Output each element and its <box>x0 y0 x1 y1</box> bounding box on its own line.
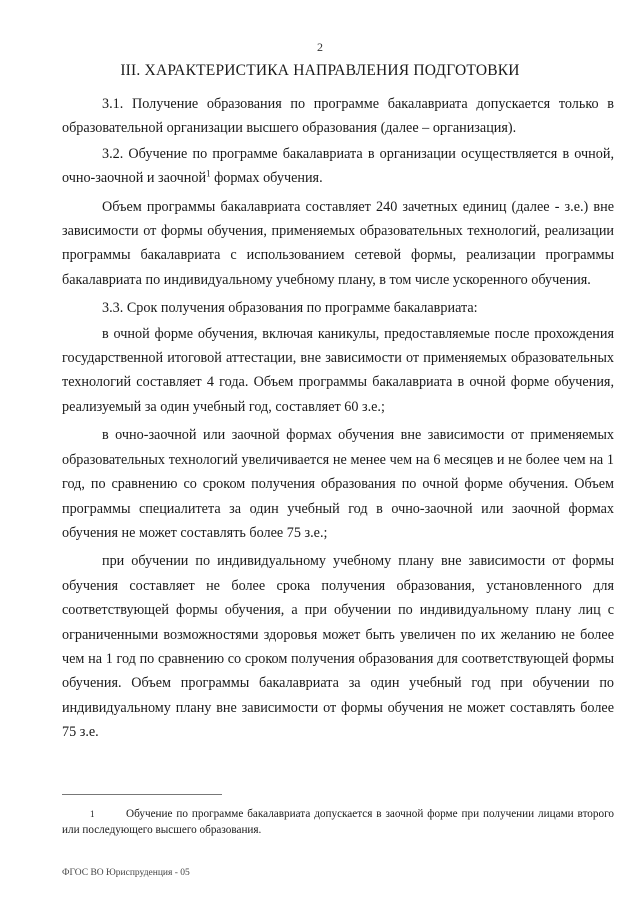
paragraph-3-1: 3.1. Получение образования по программе бакалавриата допускается только в образовательной организации высшего образования (далее – организация). <box>62 96 614 137</box>
footnote-separator <box>62 794 222 795</box>
paragraph-3-2 <box>62 142 614 191</box>
paragraph-volume: Объем программы бакалавриата составляет 240 зачетных единиц (далее - з.е.) вне зависимости от формы обучения, применяемых образовательных технологий, реализации программы бакалавриата с использованием сетевой формы, реализации программы бакалавриата по индивидуальному учебному плану, в том числе ускоренного обучения. <box>62 198 614 288</box>
paragraph-3-2-text: 3.2. Обучение по программе бакалавриата в организации осуществляется в очной, очно-заочной и заочной <box>62 145 614 187</box>
footnote-text: Обучение по программе бакалавриата допускается в заочной форме при получении лицами второго или последующего высшего образования. <box>62 808 614 836</box>
footnote-reference: 1 <box>206 168 211 179</box>
paragraph-3-2-tail: формах обучения. <box>214 170 323 187</box>
footnote-marker: 1 <box>90 809 95 819</box>
paragraph-individual-plan: при обучении по индивидуальному учебному плану вне зависимости от формы обучения составляет не более срока получения образования, установленного для соответствующей формы обучения, а при обучении по индивидуальному плану лиц с ограниченными возможностями здоровья может быть увеличен по их желанию не более чем на 1 год по сравнению со сроком получения образования для соответствующей формы обучения. Объем программы бакалавриата за один учебный год при обучении по индивидуальному плану вне зависимости от формы обучения не может составлять более 75 з.е. <box>62 553 614 741</box>
paragraph-part-time: в очно-заочной или заочной формах обучения вне зависимости от применяемых образовательных технологий увеличивается не менее чем на 6 месяцев и не более чем на 1 год, по сравнению со сроком получения образования по очной форме обучения. Объем программы специалитета за один учебный год в очно-заочной или заочной формах обучения не может составлять более 75 з.е.; <box>62 427 614 541</box>
document-body <box>62 92 614 746</box>
paragraph-3-3: 3.3. Срок получения образования по программе бакалавриата: <box>102 300 478 317</box>
footnote <box>62 806 614 838</box>
page-number: 2 <box>317 40 323 54</box>
section-heading: III. ХАРАКТЕРИСТИКА НАПРАВЛЕНИЯ ПОДГОТОВКИ <box>120 62 520 79</box>
page-footer: ФГОС ВО Юриспруденция - 05 <box>62 868 190 878</box>
paragraph-full-time: в очной форме обучения, включая каникулы, предоставляемые после прохождения государственной итоговой аттестации, вне зависимости от применяемых образовательных технологий составляет 4 года. Объем программы бакалавриата в очной форме обучения, реализуемый за один учебный год, составляет 60 з.е.; <box>62 325 614 415</box>
